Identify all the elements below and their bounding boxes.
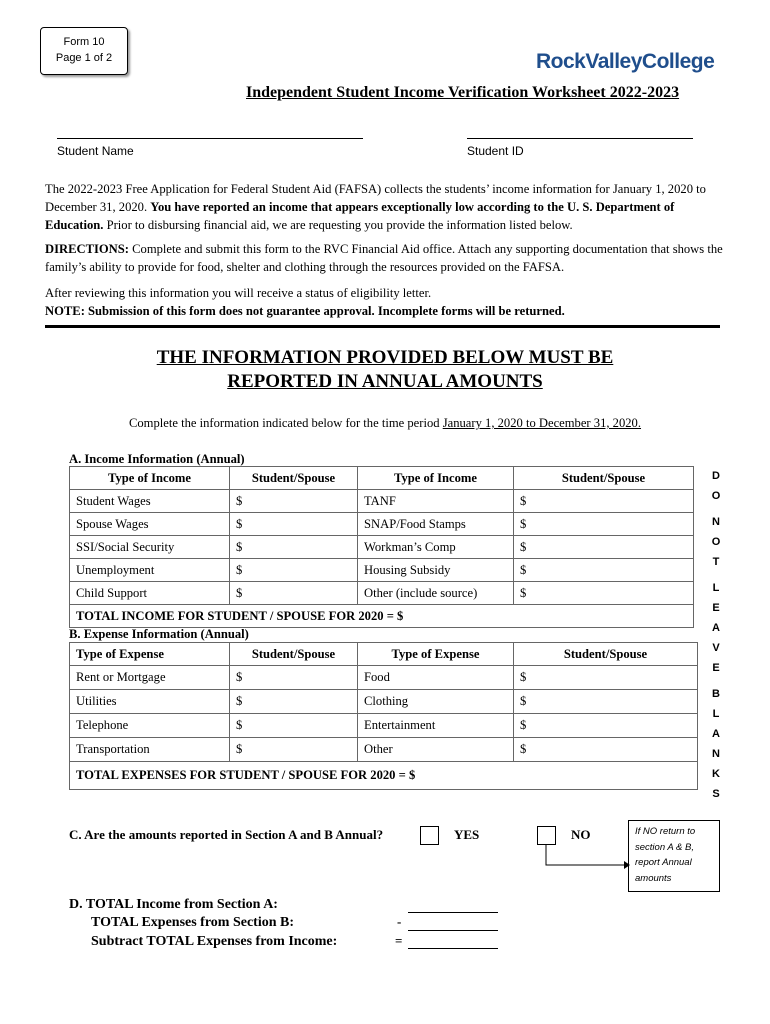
income-type: Spouse Wages <box>70 513 230 536</box>
table-row <box>70 513 694 536</box>
table-row <box>70 559 694 582</box>
directions-label: DIRECTIONS: <box>45 242 129 256</box>
table-row <box>70 666 698 690</box>
directions-text: Complete and submit this form to the RVC Financial Aid office. Attach any supporting documentation that shows the family’s ability to provide for food, shelter and clothing through the resources provided on the FAFSA. <box>45 242 723 274</box>
income-type: Workman’s Comp <box>358 536 514 559</box>
table-row <box>70 690 698 714</box>
vertical-letter: L <box>712 582 720 594</box>
income-header-type-2: Type of Income <box>358 467 514 490</box>
income-total-field[interactable]: TOTAL INCOME FOR STUDENT / SPOUSE FOR 2020 = $ <box>70 605 694 628</box>
expense-amount-field[interactable]: $ <box>230 690 358 714</box>
expense-header-type-1: Type of Expense <box>70 643 230 666</box>
table-row <box>70 714 698 738</box>
income-header-type-1: Type of Income <box>70 467 230 490</box>
vertical-letter: S <box>712 788 720 800</box>
vertical-letter: A <box>712 728 720 740</box>
note-line: section A & B, <box>635 841 694 853</box>
expense-type: Transportation <box>70 738 230 762</box>
expense-table <box>69 642 698 790</box>
expense-amount-field[interactable]: $ <box>514 690 698 714</box>
period-instruction <box>45 416 725 431</box>
section-a-title: A. Income Information (Annual) <box>69 452 245 466</box>
section-divider <box>45 325 720 328</box>
note-line: If NO return to <box>635 826 696 837</box>
intro-bold-text: You have reported an income that appears exceptionally low according to the U. S. Department of Education. <box>45 200 675 232</box>
income-amount-field[interactable]: $ <box>514 582 694 605</box>
income-type: SNAP/Food Stamps <box>358 513 514 536</box>
document-title: Independent Student Income Verification Worksheet 2022-2023 <box>246 84 680 101</box>
minus-sign: - <box>397 914 402 929</box>
vertical-letter: E <box>712 662 720 674</box>
income-type: Other (include source) <box>358 582 514 605</box>
income-header-amount-2: Student/Spouse <box>514 467 694 490</box>
expense-type: Entertainment <box>358 714 514 738</box>
vertical-letter: O <box>711 536 721 548</box>
table-row <box>70 582 694 605</box>
income-type: SSI/Social Security <box>70 536 230 559</box>
vertical-letter: B <box>712 688 720 700</box>
note-line: report Annual <box>635 857 692 868</box>
section-b-title: B. Expense Information (Annual) <box>69 627 249 641</box>
vertical-letter: A <box>712 622 720 634</box>
income-type: TANF <box>358 490 514 513</box>
income-amount-field[interactable]: $ <box>230 559 358 582</box>
income-type: Student Wages <box>70 490 230 513</box>
vertical-letter: V <box>712 642 720 654</box>
section-d-subtract-label: Subtract TOTAL Expenses from Income: <box>91 934 338 949</box>
section-d-expenses-label: TOTAL Expenses from Section B: <box>91 915 295 930</box>
income-type: Housing Subsidy <box>358 559 514 582</box>
expense-type: Other <box>358 738 514 762</box>
vertical-letter: K <box>712 768 720 780</box>
intro-end-text: Prior to disbursing financial aid, we are requesting you provide the information listed below. <box>103 218 573 232</box>
table-row <box>70 490 694 513</box>
table-row <box>70 738 698 762</box>
vertical-letter: D <box>712 470 720 482</box>
vertical-letter: N <box>712 748 720 760</box>
expense-header-type-2: Type of Expense <box>358 643 514 666</box>
vertical-letter: E <box>712 602 720 614</box>
vertical-letter: N <box>712 516 720 528</box>
vertical-letter: T <box>712 556 720 568</box>
income-type: Child Support <box>70 582 230 605</box>
income-amount-field[interactable]: $ <box>230 513 358 536</box>
income-header-amount-1: Student/Spouse <box>230 467 358 490</box>
intro-paragraph <box>45 180 725 234</box>
expense-type: Utilities <box>70 690 230 714</box>
period-text: Complete the information indicated below for the time period <box>128 416 443 430</box>
expense-amount-field[interactable]: $ <box>514 666 698 690</box>
equals-sign: = <box>395 933 403 948</box>
vertical-letter: O <box>711 490 721 502</box>
income-type: Unemployment <box>70 559 230 582</box>
income-amount-field[interactable]: $ <box>514 490 694 513</box>
net-result-field[interactable] <box>408 934 498 949</box>
expense-total-field[interactable]: TOTAL EXPENSES FOR STUDENT / SPOUSE FOR 2020 = $ <box>70 762 698 790</box>
income-amount-field[interactable]: $ <box>514 559 694 582</box>
yes-label: YES <box>454 827 480 842</box>
vertical-letter: L <box>712 708 720 720</box>
intro-text: The 2022-2023 Free Application for Federal Student Aid (FAFSA) collects the students’ income information for January 1, 2020 to December 31, 2020. <box>45 182 706 214</box>
page-info: Page 1 of 2 <box>55 52 113 64</box>
note-line: amounts <box>635 872 672 884</box>
expense-header-amount-2: Student/Spouse <box>514 643 698 666</box>
expense-amount-field[interactable]: $ <box>230 738 358 762</box>
expense-amount-field[interactable]: $ <box>230 666 358 690</box>
income-amount-field[interactable]: $ <box>230 536 358 559</box>
section-c-question: C. Are the amounts reported in Section A and B Annual? <box>69 827 384 842</box>
income-amount-field[interactable]: $ <box>230 490 358 513</box>
income-amount-field[interactable]: $ <box>514 513 694 536</box>
no-instruction-note <box>628 820 720 892</box>
table-row <box>70 536 694 559</box>
total-income-field[interactable] <box>408 898 498 913</box>
form-number: Form 10 <box>63 36 105 48</box>
arrow-connector-icon <box>540 845 632 875</box>
expense-amount-field[interactable]: $ <box>514 738 698 762</box>
no-label: NO <box>571 827 591 842</box>
main-heading <box>45 346 725 394</box>
student-name-line[interactable] <box>57 126 363 139</box>
main-heading-line2: REPORTED IN ANNUAL AMOUNTS <box>227 371 543 392</box>
expense-type: Rent or Mortgage <box>70 666 230 690</box>
expense-amount-field[interactable]: $ <box>230 714 358 738</box>
directions-paragraph <box>45 240 725 276</box>
student-id-label: Student ID <box>467 144 524 158</box>
yes-checkbox[interactable] <box>420 826 439 845</box>
college-logo: RockValleyCollege <box>536 50 715 73</box>
income-table <box>69 466 694 628</box>
no-checkbox[interactable] <box>537 826 556 845</box>
form-number-box <box>40 27 128 75</box>
expense-type: Telephone <box>70 714 230 738</box>
note-paragraph: NOTE: Submission of this form does not guarantee approval. Incomplete forms will be returned. <box>45 304 565 318</box>
period-dates: January 1, 2020 to December 31, 2020. <box>442 416 642 430</box>
income-amount-field[interactable]: $ <box>514 536 694 559</box>
main-heading-line1: THE INFORMATION PROVIDED BELOW MUST BE <box>156 347 614 368</box>
expense-header-amount-1: Student/Spouse <box>230 643 358 666</box>
eligibility-paragraph: After reviewing this information you will receive a status of eligibility letter. <box>45 286 432 300</box>
total-expenses-field[interactable] <box>408 916 498 931</box>
expense-amount-field[interactable]: $ <box>514 714 698 738</box>
expense-type: Food <box>358 666 514 690</box>
expense-type: Clothing <box>358 690 514 714</box>
income-amount-field[interactable]: $ <box>230 582 358 605</box>
student-id-line[interactable] <box>467 126 693 139</box>
do-not-leave-blanks-note <box>706 466 726 804</box>
student-name-label: Student Name <box>57 144 134 158</box>
section-d-income-label: D. TOTAL Income from Section A: <box>69 897 278 912</box>
